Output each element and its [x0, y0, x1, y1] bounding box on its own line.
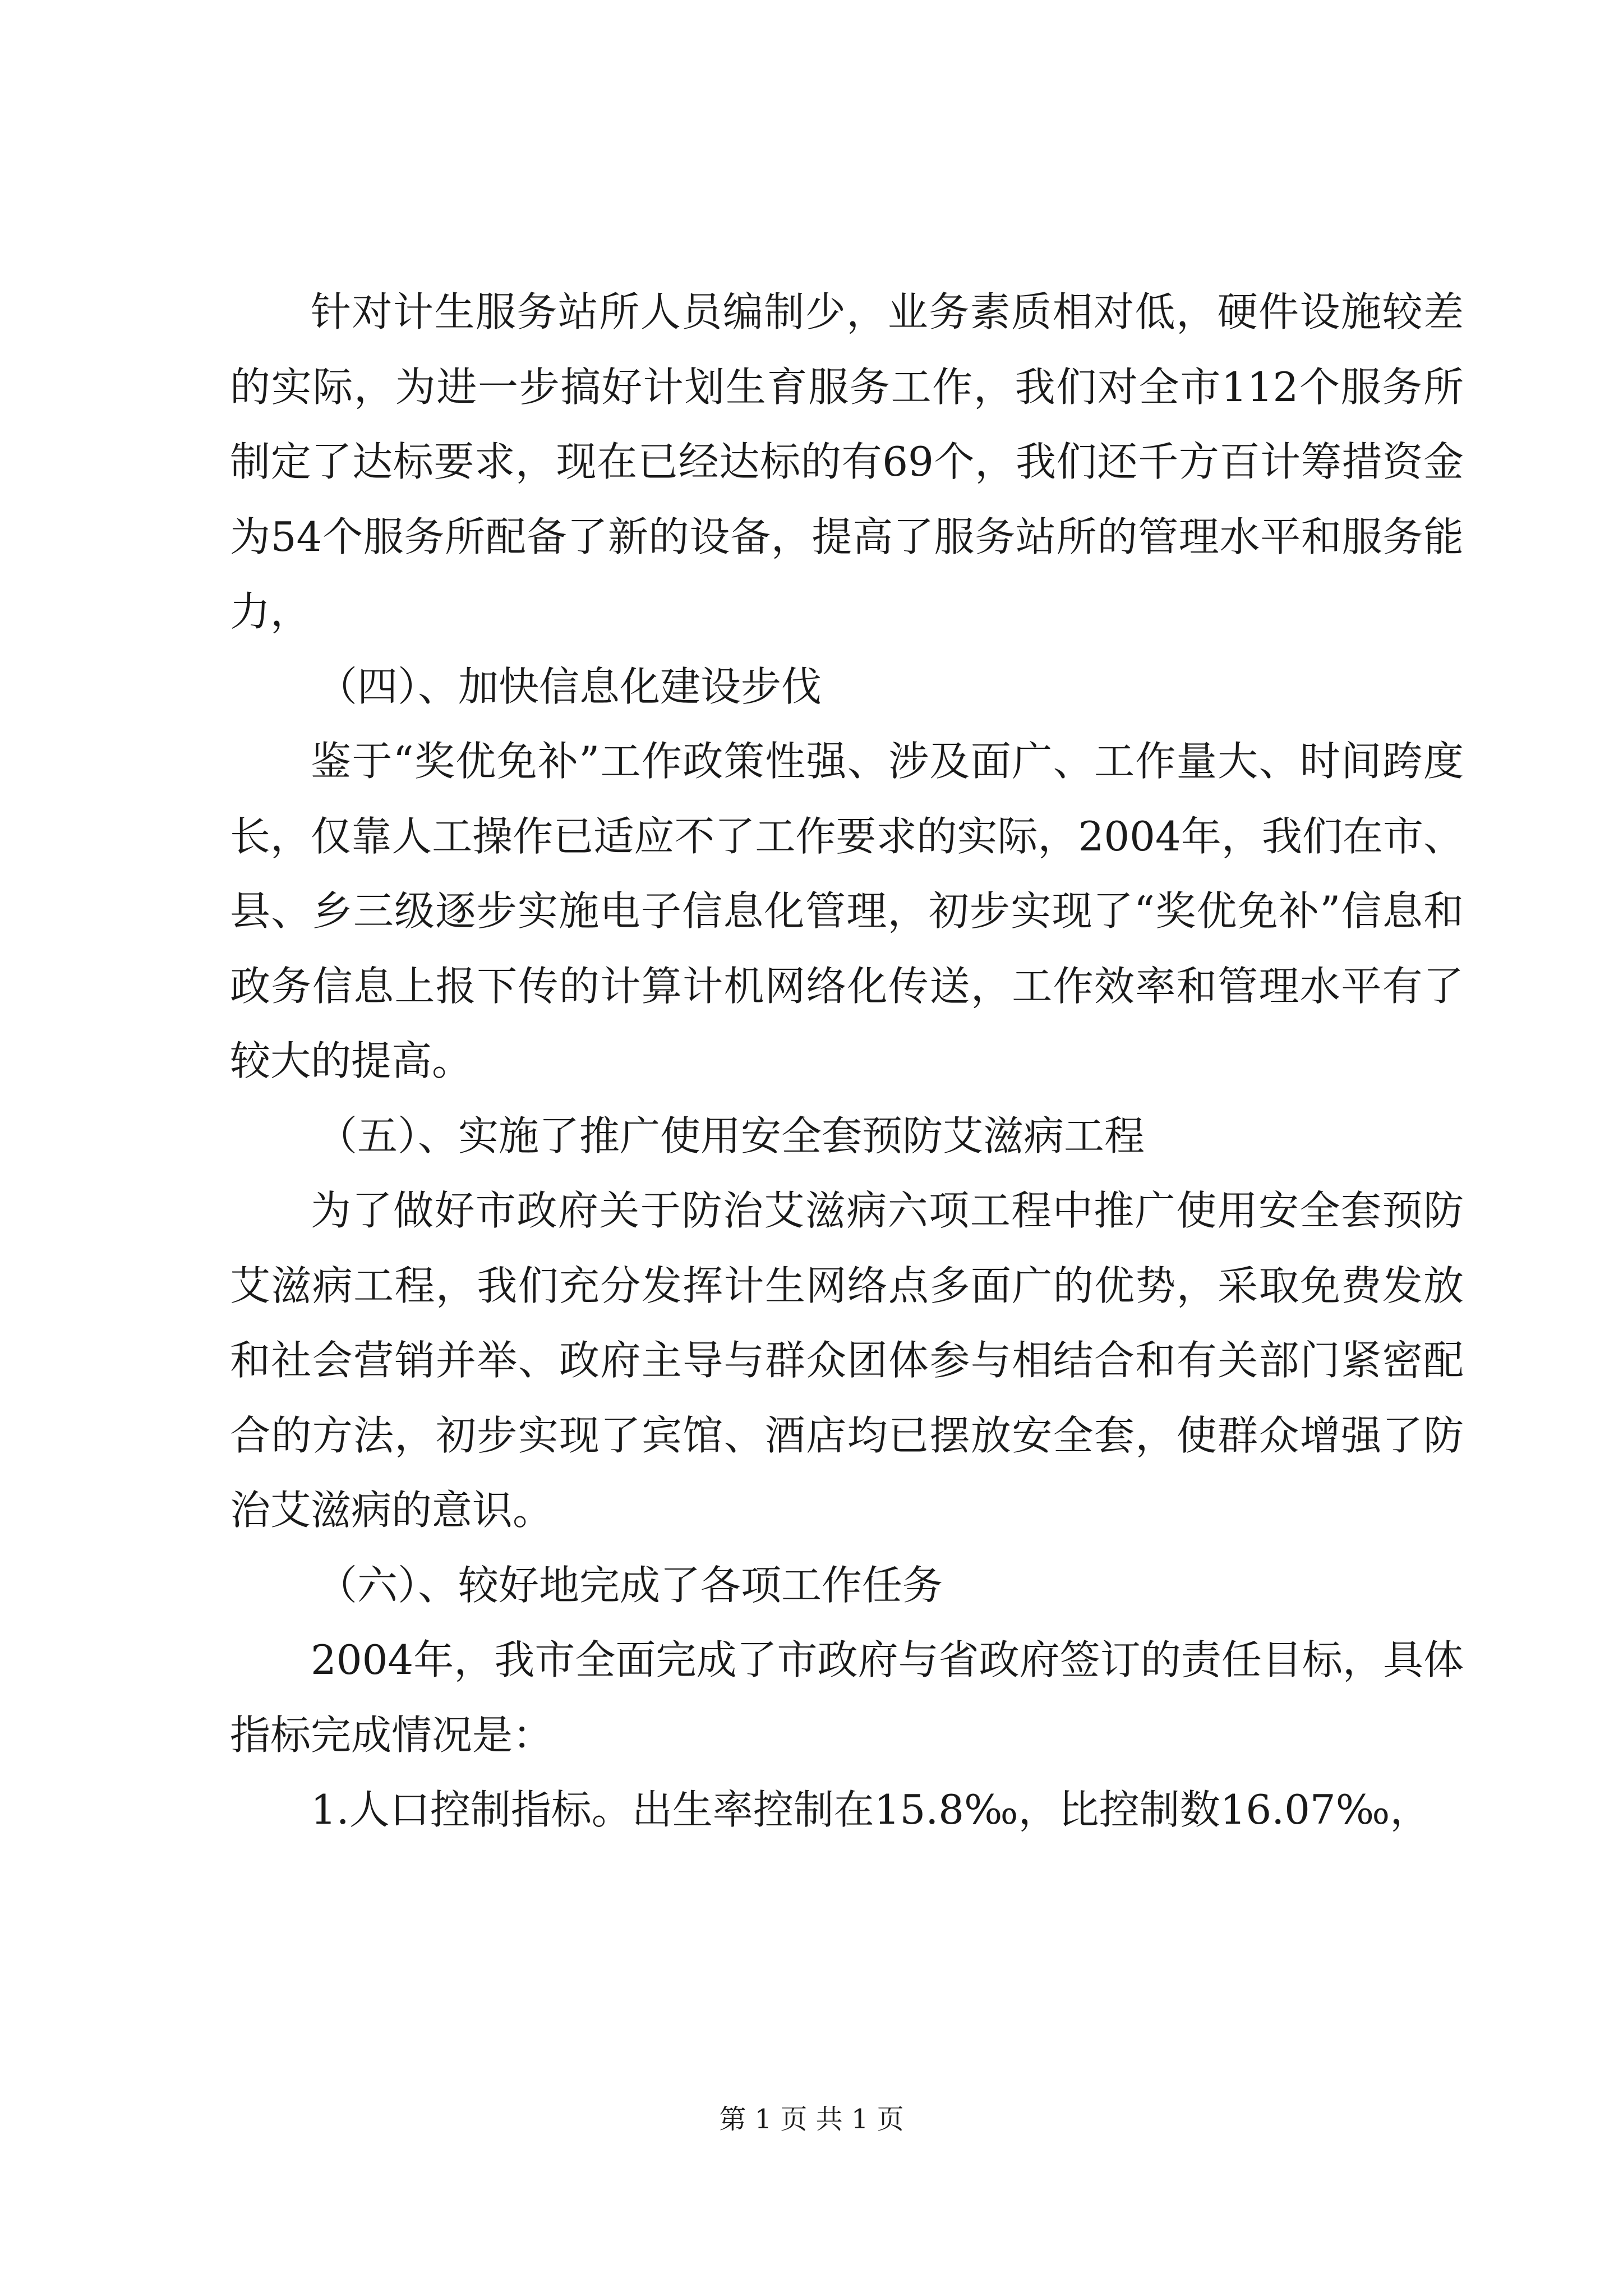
heading-aids-prevention: （五）、实施了推广使用安全套预防艾滋病工程	[317, 1112, 1145, 1159]
heading-informatization: （四）、加快信息化建设步伐	[317, 662, 822, 710]
paragraph-population-control: 1.人口控制指标。出生率控制在15.8‰，比控制数16.07‰，	[311, 1786, 1431, 1833]
paragraph-targets-2004: 2004年，我市全面完成了市政府与省政府签订的责任目标，具体指标完成情况是：	[230, 1636, 1464, 1759]
document-body	[230, 275, 1464, 1848]
page-footer: 第 1 页 共 1 页	[719, 2104, 904, 2135]
paragraph-service-stations: 针对计生服务站所人员编制少，业务素质相对低，硬件设施较差的实际，为进一步搞好计划生育服务工作，我们对全市112个服务所制定了达标要求，现在已经达标的有69个，我们还千方百计筹措资金为54个服务所配备了新的设备，提高了服务站所的管理水平和服务能力，	[230, 288, 1464, 635]
paragraph-aids-prevention: 为了做好市政府关于防治艾滋病六项工程中推广使用安全套预防艾滋病工程，我们充分发挥计生网络点多面广的优势，采取免费发放和社会营销并举、政府主导与群众团体参与相结合和有关部门紧密配合的方法，初步实现了宾馆、酒店均已摆放安全套，使群众增强了防治艾滋病的意识。	[230, 1187, 1464, 1534]
heading-tasks-completed: （六）、较好地完成了各项工作任务	[317, 1561, 943, 1609]
paragraph-informatization: 鉴于“奖优免补”工作政策性强、涉及面广、工作量大、时间跨度长，仅靠人工操作已适应不了工作要求的实际，2004年，我们在市、县、乡三级逐步实施电子信息化管理，初步实现了“奖优免补”信息和政务信息上报下传的计算计机网络化传送，工作效率和管理水平有了较大的提高。	[230, 738, 1464, 1084]
